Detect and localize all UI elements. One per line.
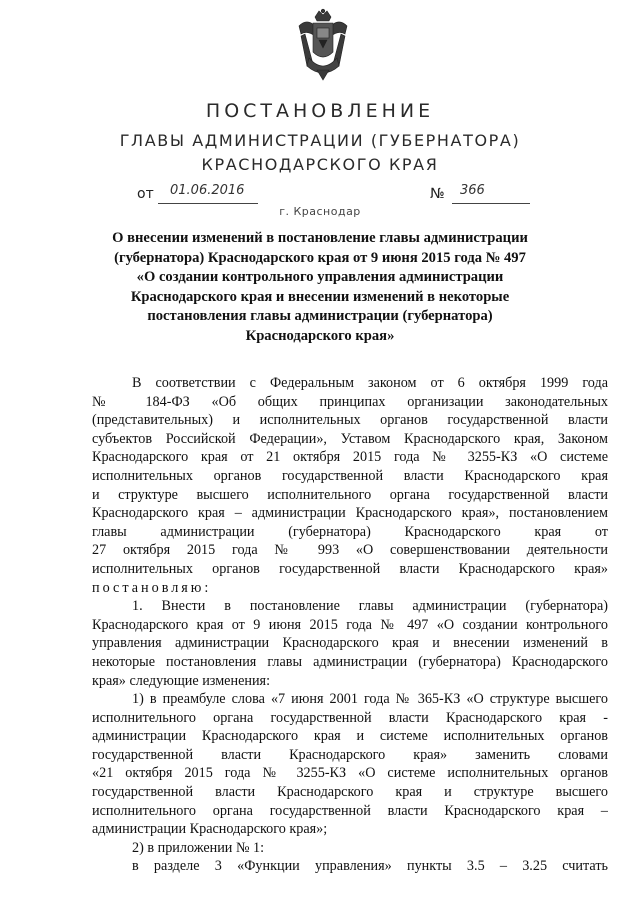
body-line: 2) в приложении № 1: — [132, 839, 265, 856]
city-name: г. Краснодар — [279, 205, 361, 218]
body-line: исполнительного органа государственной власти Краснодарского края - — [92, 709, 608, 726]
body-line: «21 октября 2015 года № 3255-КЗ «О системе исполнительных органов — [92, 765, 608, 782]
body-line: государственной власти Краснодарского края и структуре высшего — [92, 784, 608, 801]
body-line: исполнительных органов государственной власти Краснодарского края» — [92, 560, 608, 577]
title-line: О внесении изменений в постановление главы администрации — [112, 230, 528, 246]
body-line: Краснодарского края – администрации Краснодарского края», постановлением — [92, 505, 608, 522]
document-title — [100, 229, 540, 347]
body-line: края» следующие изменения: — [92, 672, 271, 689]
body-line: 1. Внести в постановление главы администрации (губернатора) — [132, 598, 608, 615]
number-label: № — [430, 186, 445, 202]
body-line: администрации Краснодарского края и системе исполнительных органов — [92, 728, 608, 745]
body-line: исполнительного органа государственной власти Краснодарского края – — [92, 802, 608, 819]
body-line: исполнительных органов государственной власти Краснодарского края — [92, 467, 608, 484]
body-line: (представительных) и исполнительных органов государственной власти — [92, 412, 608, 429]
number-underline — [452, 203, 530, 204]
title-line: постановления главы администрации (губернатора) — [147, 308, 493, 325]
body-line: в разделе 3 «Функции управления» пункты 3.5 – 3.25 считать — [132, 858, 608, 875]
title-line: (губернатора) Краснодарского края от 9 июня 2015 года № 497 — [114, 249, 526, 266]
number-value: 366 — [460, 183, 485, 198]
body-line: 27 октября 2015 года № 993 «О совершенствовании деятельности — [92, 542, 608, 559]
title-line: «О создании контрольного управления администрации — [136, 269, 504, 286]
region-heading: КРАСНОДАРСКОГО КРАЯ — [201, 155, 439, 174]
body-line: субъектов Российской Федерации», Уставом Краснодарского края, Законом — [92, 430, 608, 447]
body-line: № 184-ФЗ «Об общих принципах организации законодательных — [92, 393, 608, 410]
date-underline — [158, 203, 258, 204]
document-body — [92, 374, 608, 876]
date-label: от — [137, 186, 154, 202]
body-line: В соответствии с Федеральным законом от 6 октября 1999 года — [132, 375, 608, 391]
title-line: Краснодарского края и внесении изменений в некоторые — [130, 288, 510, 305]
krasnodar-coat-of-arms-emblem — [293, 8, 353, 82]
body-line: и структуре высшего исполнительного органа государственной власти — [92, 486, 608, 503]
body-line: Краснодарского края от 21 октября 2015 года № 3255-КЗ «О системе — [92, 449, 608, 466]
title-line: Краснодарского края» — [245, 327, 395, 344]
issuer-heading: ГЛАВЫ АДМИНИСТРАЦИИ (ГУБЕРНАТОРА) — [119, 131, 521, 150]
date-value: 01.06.2016 — [170, 183, 245, 198]
body-line: главы администрации (губернатора) Краснодарского края от — [92, 523, 608, 540]
document-type-heading: ПОСТАНОВЛЕНИЕ — [205, 100, 435, 122]
body-line: 1) в преамбуле слова «7 июня 2001 года № 365-КЗ «О структуре высшего — [132, 691, 608, 708]
body-line: Краснодарского края от 9 июня 2015 года № 497 «О создании контрольного — [92, 616, 608, 633]
body-line: управления администрации Краснодарского края и внесении изменений в — [92, 635, 608, 652]
body-line: администрации Краснодарского края»; — [92, 821, 328, 838]
body-line-resolve: постановляю: — [92, 579, 212, 596]
body-line: некоторые постановления главы администрации (губернатора) Краснодарского — [92, 653, 608, 670]
body-line: государственной власти Краснодарского края» заменить словами — [92, 746, 608, 763]
